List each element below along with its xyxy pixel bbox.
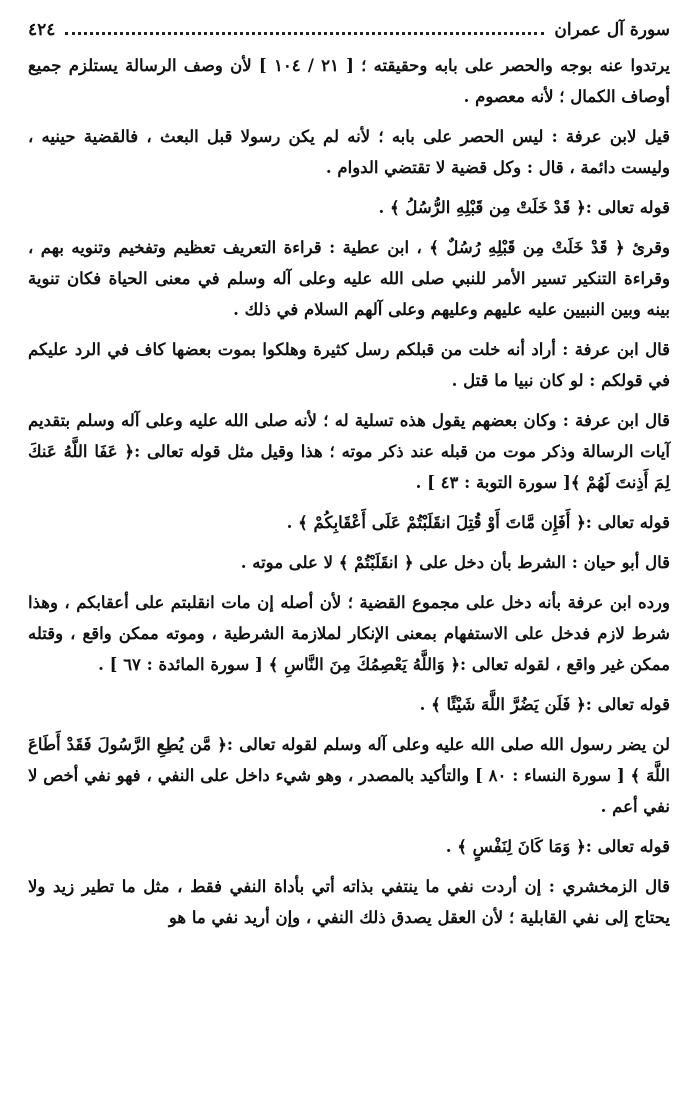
paragraph: ورده ابن عرفة بأنه دخل على مجموع القضية ؛ لأن أصله إن مات انقلبتم على أعقابكم ، وهذا شرط لازم فدخل على الاستفهام بمعنى الإنكار لملازمة الشرطية ، وموته ممكن واقع ، وقتله ممكن غير واقع ، لقوله تعالى :﴿ وَاللَّهُ يَعْصِمُكَ مِنَ النَّاسِ ﴾ [ سورة المائدة : ٦٧ ] . — [28, 593, 670, 674]
verse-heading: قوله تعالى :﴿ قَدْ خَلَتْ مِن قَبْلِهِ الرُّسُلُ ﴾ . — [378, 198, 670, 217]
paragraph: قال أبو حيان : الشرط بأن دخل على ﴿ انقَلَبْتُمْ ﴾ لا على موته . — [240, 553, 670, 572]
page-body — [28, 50, 670, 933]
page-header — [28, 10, 670, 50]
verse-heading: قوله تعالى :﴿ أَفَإِن مَّاتَ أَوْ قُتِلَ انقَلَبْتُمْ عَلَى أَعْقَابِكُمْ ﴾ . — [286, 513, 670, 532]
paragraph: قال ابن عرفة : وكان بعضهم يقول هذه تسلية له ؛ لأنه صلى الله عليه وعلى آله وسلم بتقديم آيات الرسالة وذكر موت من قبله عند ذكر موته ؛ هذا وقيل مثل قوله تعالى :﴿ عَفَا اللَّهُ عَنكَ لِمَ أَذِنتَ لَهُمْ ﴾[ سورة التوبة : ٤٣ ] . — [28, 411, 670, 492]
book-page — [28, 10, 670, 1086]
surah-title: سورة آل عمران — [554, 20, 670, 40]
paragraph: قال ابن عرفة : أراد أنه خلت من قبلكم رسل كثيرة وهلكوا بموت بعضها كاف في الرد عليكم في قولكم : لو كان نبيا ما قتل . — [28, 340, 670, 390]
verse-heading: قوله تعالى :﴿ فَلَن يَضُرَّ اللَّهَ شَيْئًا ﴾ . — [419, 695, 670, 714]
header-dotted-rule — [65, 32, 544, 35]
paragraph: قال الزمخشري : إن أردت نفي ما ينتفي بذاته أتي بأداة النفي فقط ، مثل ما تطير زيد ولا يحتاج إلى نفي القابلية ؛ لأن العقل يصدق ذلك النفي ، وإن أريد نفي ما هو — [28, 877, 670, 927]
verse-heading: قوله تعالى :﴿ وَمَا كَانَ لِنَفْسٍ ﴾ . — [445, 837, 670, 856]
paragraph: قيل لابن عرفة : ليس الحصر على بابه ؛ لأنه لم يكن رسولا قبل البعث ، فالقضية حينيه ، وليست دائمة ، قال : وكل قضية لا تقتضي الدوام . — [28, 127, 670, 177]
paragraph: لن يضر رسول الله صلى الله عليه وعلى آله وسلم لقوله تعالى :﴿ مَّن يُطِعِ الرَّسُولَ فَقَدْ أَطَاعَ اللَّهَ ﴾ [ سورة النساء : ٨٠ ] والتأكيد بالمصدر ، وهو شيء داخل على النفي ، فهو نفي أخص لا نفي أعم . — [28, 735, 670, 816]
page-number: ٤٢٤ — [28, 20, 56, 40]
paragraph: وقرئ ﴿ قَدْ خَلَتْ مِن قَبْلِهِ رُسُلٌ ﴾ ، ابن عطية : قراءة التعريف تعظيم وتفخيم وتنويه بهم ، وقراءة التنكير تسير الأمر للنبي صلى الله عليه وعلى آله وسلم في معنى الحياة فكان تنوية بينه وبين النبيين عليه عليهم وعليهم وعلى آلهم السلام في ذلك . — [28, 238, 670, 319]
paragraph: يرتدوا عنه بوجه والحصر على بابه وحقيقته ؛ [ ٢١ / ١٠٤ ] لأن وصف الرسالة يستلزم جميع أوصاف الكمال ؛ لأنه معصوم . — [28, 56, 670, 106]
